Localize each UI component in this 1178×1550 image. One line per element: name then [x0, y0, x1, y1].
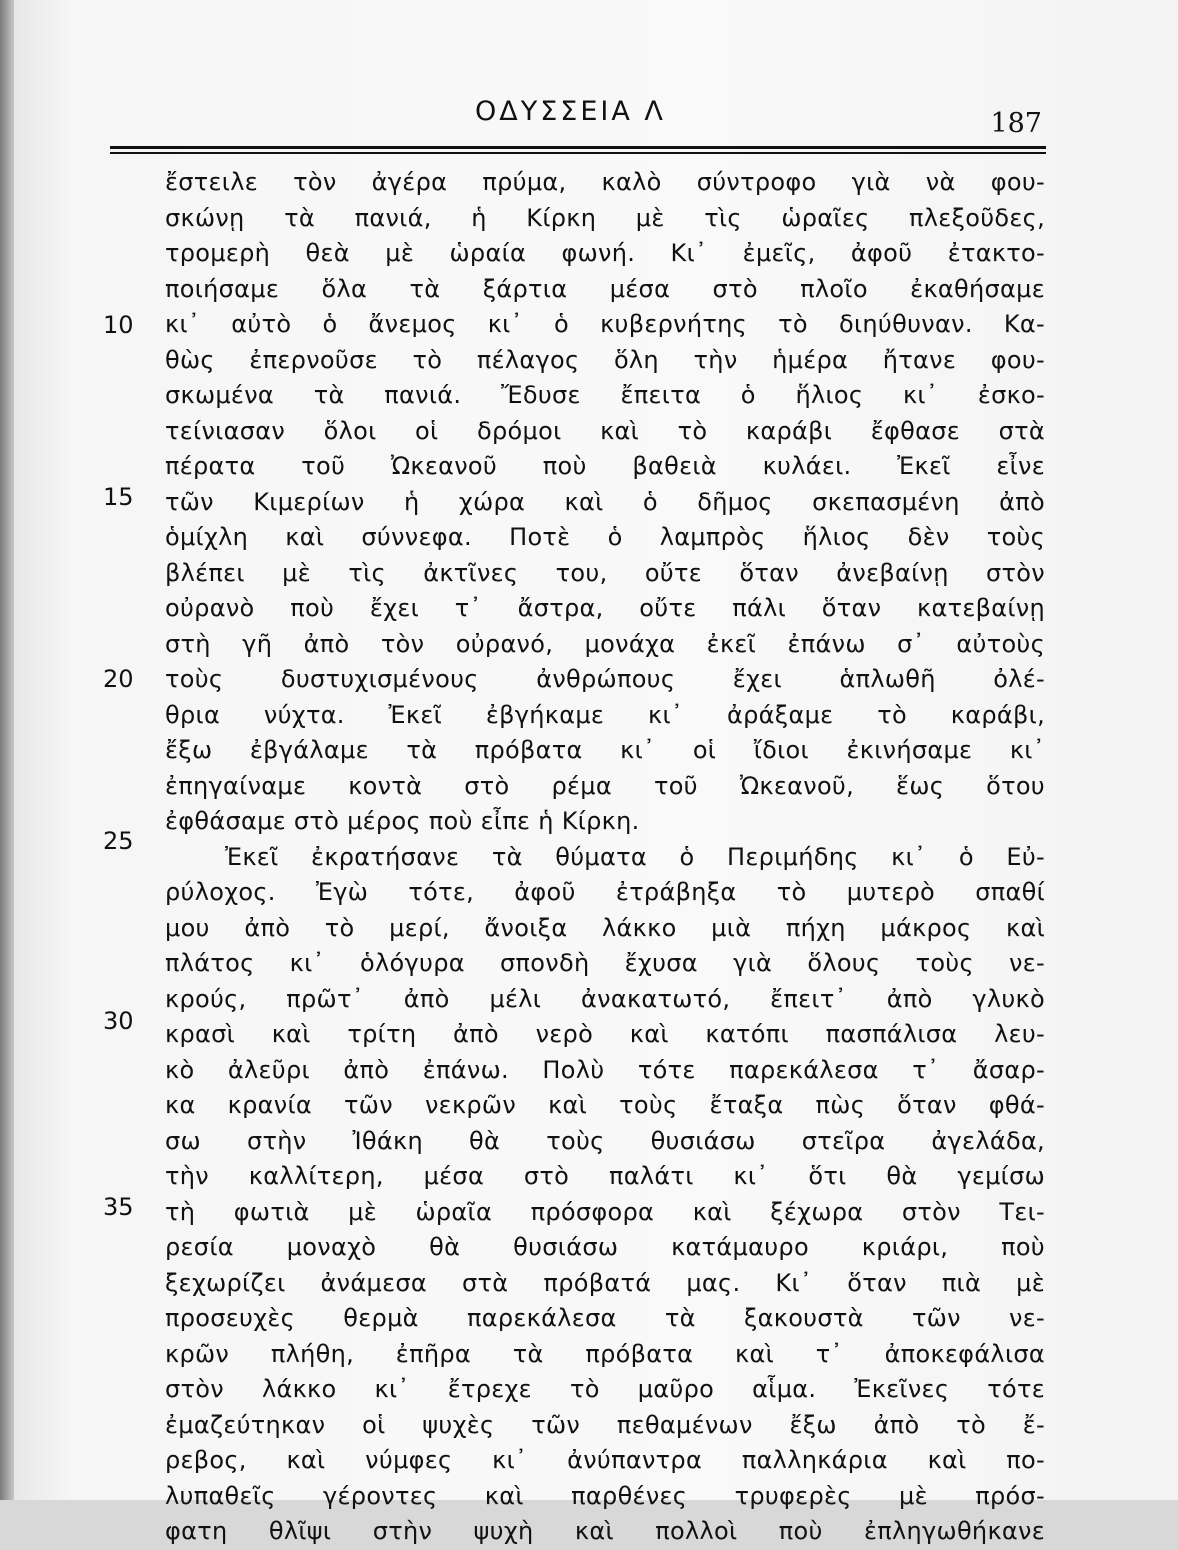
text-line: κρασὶ καὶ τρίτη ἀπὸ νερὸ καὶ κατόπι πασπάλισα λευ- [165, 1020, 1045, 1048]
header-rule-thick [110, 146, 1046, 149]
line-number-30: 30 [103, 1007, 134, 1035]
text-line: κι᾿ αὐτὸ ὁ ἄνεμος κι᾿ ὁ κυβερνήτης τὸ διηύθυναν. Κα- [165, 310, 1045, 338]
body-text [165, 165, 1045, 1550]
page-header [110, 96, 1050, 146]
text-line: προσευχὲς θερμὰ παρεκάλεσα τὰ ξακουστὰ τῶν νε- [165, 1304, 1045, 1332]
text-line: ἐμαζεύτηκαν οἱ ψυχὲς τῶν πεθαμένων ἔξω ἀπὸ τὸ ἔ- [165, 1410, 1045, 1439]
text-line: τῶν Κιμερίων ἡ χώρα καὶ ὁ δῆμος σκεπασμένη ἀπὸ [165, 487, 1045, 516]
text-line: ἐπηγαίναμε κοντὰ στὸ ρέμα τοῦ Ὠκεανοῦ, ἕως ὅτου [165, 771, 1045, 800]
text-line: ἔστειλε τὸν ἀγέρα πρύμα, καλὸ σύντροφο γιὰ νὰ φου- [165, 168, 1045, 196]
running-head: ΟΔΥΣΣΕΙΑ Λ [475, 96, 666, 127]
header-rule-thin [110, 152, 1046, 154]
line-number-10: 10 [103, 311, 134, 339]
text-line: στὴ γῆ ἀπὸ τὸν οὐρανό, μονάχα ἐκεῖ ἐπάνω σ᾿ αὐτοὺς [165, 629, 1045, 658]
line-number-25: 25 [103, 827, 134, 855]
line-number-15: 15 [103, 483, 134, 511]
text-line: τρομερὴ θεὰ μὲ ὡραία φωνή. Κι᾿ ἐμεῖς, ἀφοῦ ἐτακτο- [165, 239, 1045, 267]
text-line: ἔξω ἐβγάλαμε τὰ πρόβατα κι᾿ οἱ ἴδιοι ἐκινήσαμε κι᾿ [165, 736, 1045, 764]
text-line: ρεσία μοναχὸ θὰ θυσιάσω κατάμαυρο κριάρι, ποὺ [165, 1233, 1045, 1261]
text-line: κρούς, πρῶτ᾿ ἀπὸ μέλι ἀνακατωτό, ἔπειτ᾿ ἀπὸ γλυκὸ [165, 984, 1045, 1013]
text-line: κα κρανία τῶν νεκρῶν καὶ τοὺς ἔταξα πὼς ὅταν φθά- [165, 1091, 1045, 1119]
text-line: θρια νύχτα. Ἐκεῖ ἐβγήκαμε κι᾿ ἀράξαμε τὸ καράβι, [165, 700, 1045, 729]
text-line: ξεχωρίζει ἀνάμεσα στὰ πρόβατά μας. Κι᾿ ὅταν πιὰ μὲ [165, 1268, 1045, 1297]
text-line: στὸν λάκκο κι᾿ ἔτρεχε τὸ μαῦρο αἷμα. Ἐκεῖνες τότε [165, 1375, 1045, 1403]
text-line: τοὺς δυστυχισμένους ἀνθρώπους ἔχει ἁπλωθῆ ὀλέ- [165, 665, 1045, 693]
text-line-paragraph-end: ἐφθάσαμε στὸ μέρος ποὺ εἶπε ἡ Κίρκη. [165, 807, 640, 835]
page-number: 187 [990, 108, 1042, 139]
text-line-paragraph-start: Ἐκεῖ ἐκρατήσανε τὰ θύματα ὁ Περιμήδης κι᾿ ὁ Εὐ- [225, 842, 1045, 871]
text-line: βλέπει μὲ τὶς ἀκτῖνες του, οὔτε ὅταν ἀνεβαίνῃ στὸν [165, 558, 1045, 587]
text-line: σκώνῃ τὰ πανιά, ἡ Κίρκη μὲ τὶς ὡραῖες πλεξοῦδες, [165, 203, 1045, 232]
text-line: πλάτος κι᾿ ὁλόγυρα σπονδὴ ἔχυσα γιὰ ὅλους τοὺς νε- [165, 949, 1045, 977]
line-number-35: 35 [103, 1193, 134, 1221]
text-line: τὴν καλλίτερη, μέσα στὸ παλάτι κι᾿ ὅτι θὰ γεμίσω [165, 1162, 1045, 1190]
text-line: τείνιασαν ὅλοι οἱ δρόμοι καὶ τὸ καράβι ἔφθασε στὰ [165, 416, 1045, 445]
text-line: κρῶν πλήθη, ἐπῆρα τὰ πρόβατα καὶ τ᾿ ἀποκεφάλισα [165, 1339, 1045, 1368]
text-line: ποιήσαμε ὅλα τὰ ξάρτια μέσα στὸ πλοῖο ἐκαθήσαμε [165, 274, 1045, 303]
text-line: πέρατα τοῦ Ὠκεανοῦ ποὺ βαθειὰ κυλάει. Ἐκεῖ εἶνε [165, 452, 1045, 480]
line-number-20: 20 [103, 665, 134, 693]
text-line: σκωμένα τὰ πανιά. Ἔδυσε ἔπειτα ὁ ἥλιος κι᾿ ἐσκο- [165, 381, 1045, 409]
text-line: τὴ φωτιὰ μὲ ὡραῖα πρόσφορα καὶ ξέχωρα στὸν Τει- [165, 1197, 1045, 1226]
text-line: μου ἀπὸ τὸ μερί, ἄνοιξα λάκκο μιὰ πήχη μάκρος καὶ [165, 913, 1045, 942]
text-line: λυπαθεῖς γέροντες καὶ παρθένες τρυφερὲς μὲ πρόσ- [165, 1481, 1045, 1510]
text-line: σω στὴν Ἰθάκη θὰ τοὺς θυσιάσω στεῖρα ἀγελάδα, [165, 1126, 1045, 1155]
text-line: ὁμίχλη καὶ σύννεφα. Ποτὲ ὁ λαμπρὸς ἥλιος δὲν τοὺς [165, 523, 1045, 551]
text-line: θὼς ἐπερνοῦσε τὸ πέλαγος ὅλη τὴν ἡμέρα ἤτανε φου- [165, 345, 1045, 374]
text-line: οὐρανὸ ποὺ ἔχει τ᾿ ἄστρα, οὔτε πάλι ὅταν κατεβαίνῃ [165, 594, 1045, 622]
book-spine-shadow [0, 0, 14, 1500]
text-line: ρύλοχος. Ἐγὼ τότε, ἀφοῦ ἐτράβηξα τὸ μυτερὸ σπαθί [165, 878, 1045, 906]
text-line: φατη θλῖψι στὴν ψυχὴ καὶ πολλοὶ ποὺ ἐπληγωθήκανε [165, 1517, 1045, 1545]
text-line: ρεβος, καὶ νύμφες κι᾿ ἀνύπαντρα παλληκάρια καὶ πο- [165, 1446, 1045, 1474]
text-line: κὸ ἀλεῦρι ἀπὸ ἐπάνω. Πολὺ τότε παρεκάλεσα τ᾿ ἄσαρ- [165, 1055, 1045, 1084]
